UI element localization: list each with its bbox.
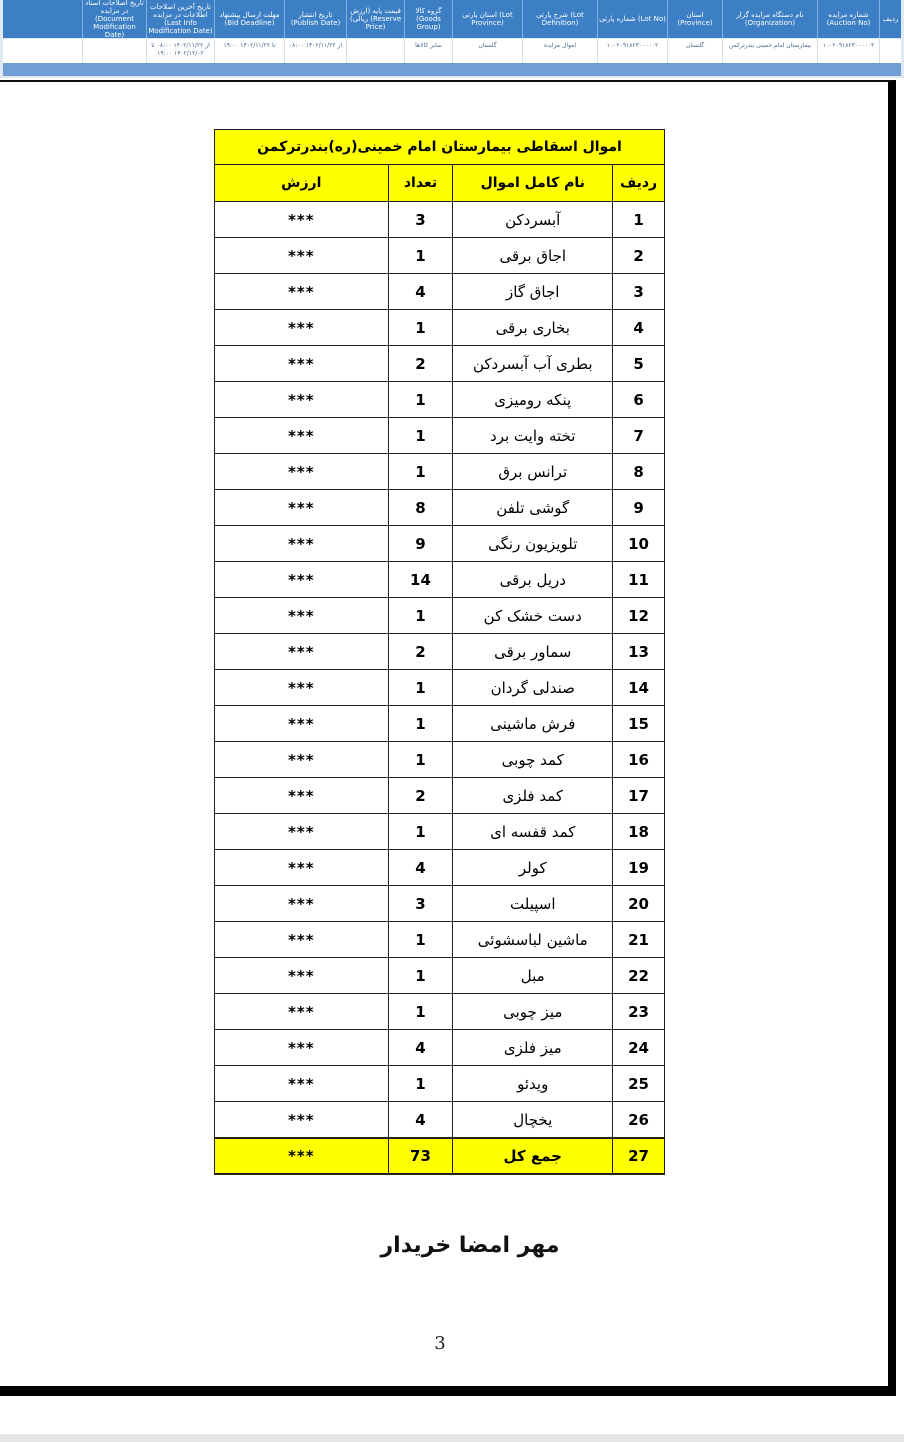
table-row (215, 382, 665, 418)
asset-name-cell: تخته وایت برد (453, 418, 613, 454)
asset-name-cell: دریل برقی (453, 562, 613, 598)
value-cell: *** (215, 850, 389, 886)
row-number-cell: 22 (613, 958, 665, 994)
banner-header-cell: تاریخ انتشار (Publish Date) (284, 0, 346, 38)
row-number-cell: 7 (613, 418, 665, 454)
quantity-cell: 8 (388, 490, 453, 526)
asset-name-cell: کمد چوبی (453, 742, 613, 778)
total-value: *** (215, 1138, 389, 1174)
row-number-cell: 10 (613, 526, 665, 562)
table-row (215, 1030, 665, 1066)
asset-name-cell: صندلی گردان (453, 670, 613, 706)
banner-data-row[interactable] (3, 39, 901, 64)
asset-name-cell: گوشی تلفن (453, 490, 613, 526)
table-row (215, 634, 665, 670)
assets-table (214, 129, 665, 1175)
value-cell: *** (215, 526, 389, 562)
row-number-cell: 23 (613, 994, 665, 1030)
value-cell: *** (215, 742, 389, 778)
banner-data-cell[interactable] (82, 39, 146, 63)
page-shadow-bottom (0, 1386, 896, 1396)
banner-header-cell: شماره پارتی (Lot No) (597, 0, 667, 38)
quantity-cell: 4 (388, 850, 453, 886)
header-row-number: ردیف (613, 165, 665, 202)
asset-name-cell: بخاری برقی (453, 310, 613, 346)
table-row (215, 310, 665, 346)
quantity-cell: 3 (388, 886, 453, 922)
value-cell: *** (215, 1066, 389, 1102)
asset-name-cell: ترانس برق (453, 454, 613, 490)
row-number-cell: 14 (613, 670, 665, 706)
row-number-cell: 16 (613, 742, 665, 778)
row-number-cell: 19 (613, 850, 665, 886)
row-number-cell: 11 (613, 562, 665, 598)
asset-name-cell: فرش ماشینی (453, 706, 613, 742)
total-row-number: 27 (613, 1138, 665, 1174)
asset-name-cell: آبسردکن (453, 202, 613, 238)
quantity-cell: 2 (388, 778, 453, 814)
quantity-cell: 1 (388, 994, 453, 1030)
value-cell: *** (215, 598, 389, 634)
table-row (215, 526, 665, 562)
table-row (215, 742, 665, 778)
row-number-cell: 17 (613, 778, 665, 814)
banner-scroll-strip (3, 63, 901, 76)
value-cell: *** (215, 706, 389, 742)
banner-header-cell: تاریخ اصلاحات اسناد در مزایده (Document Modification Date) (82, 0, 146, 38)
asset-name-cell: تلویزیون رنگی (453, 526, 613, 562)
asset-name-cell: ویدئو (453, 1066, 613, 1102)
banner-data-cell[interactable]: از ۱۴۰۲/۱۱/۲۲ ۰۸:۰۰ تا ۱۴۰۲/۱۲/۰۲ ۱۹:۰۰ (146, 39, 214, 63)
header-value: ارزش (215, 165, 389, 202)
banner-header-cell: ردیف (879, 0, 901, 38)
row-number-cell: 1 (613, 202, 665, 238)
quantity-cell: 1 (388, 742, 453, 778)
banner-data-cell[interactable] (879, 39, 901, 63)
asset-name-cell: کولر (453, 850, 613, 886)
total-quantity: 73 (388, 1138, 453, 1174)
banner-data-cell[interactable]: گلستان (452, 39, 522, 63)
table-title: اموال اسقاطی بیمارستان امام خمینی(ره)بندرترکمن (215, 130, 665, 165)
banner-data-cell[interactable]: تا ۱۴۰۲/۱۱/۲۲ ۱۹:۰۰ (214, 39, 284, 63)
quantity-cell: 1 (388, 1066, 453, 1102)
quantity-cell: 1 (388, 922, 453, 958)
quantity-cell: 1 (388, 238, 453, 274)
value-cell: *** (215, 1102, 389, 1139)
banner-header-cell: گروه کالا (Goods Group) (404, 0, 452, 38)
quantity-cell: 1 (388, 598, 453, 634)
quantity-cell: 1 (388, 382, 453, 418)
row-number-cell: 5 (613, 346, 665, 382)
quantity-cell: 14 (388, 562, 453, 598)
table-row (215, 346, 665, 382)
asset-name-cell: پنکه رومیزی (453, 382, 613, 418)
table-row (215, 490, 665, 526)
row-number-cell: 21 (613, 922, 665, 958)
quantity-cell: 4 (388, 274, 453, 310)
header-quantity: تعداد (388, 165, 453, 202)
value-cell: *** (215, 274, 389, 310)
quantity-cell: 1 (388, 814, 453, 850)
asset-name-cell: میز فلزی (453, 1030, 613, 1066)
quantity-cell: 1 (388, 670, 453, 706)
row-number-cell: 24 (613, 1030, 665, 1066)
asset-name-cell: مبل (453, 958, 613, 994)
banner-data-cell[interactable]: از ۱۴۰۲/۱۱/۲۲ ۰۸:۰۰ (284, 39, 346, 63)
asset-name-cell: ماشین لباسشوئی (453, 922, 613, 958)
asset-name-cell: سماور برقی (453, 634, 613, 670)
buyer-signature-label: مهر امضا خریدار (380, 1233, 560, 1258)
row-number-cell: 13 (613, 634, 665, 670)
value-cell: *** (215, 202, 389, 238)
row-number-cell: 6 (613, 382, 665, 418)
assets-table-body (215, 202, 665, 1139)
row-number-cell: 3 (613, 274, 665, 310)
asset-name-cell: یخچال (453, 1102, 613, 1139)
asset-name-cell: بطری آب آبسردکن (453, 346, 613, 382)
value-cell: *** (215, 886, 389, 922)
banner-header-cell: قیمت پایه (ارزش ریالی) (Reserve Price) (346, 0, 404, 38)
table-row (215, 886, 665, 922)
value-cell: *** (215, 634, 389, 670)
quantity-cell: 9 (388, 526, 453, 562)
asset-name-cell: دست خشک کن (453, 598, 613, 634)
table-row (215, 778, 665, 814)
quantity-cell: 1 (388, 310, 453, 346)
banner-data-cell[interactable] (346, 39, 404, 63)
table-row (215, 598, 665, 634)
banner-data-cell[interactable]: اموال مزایده (522, 39, 597, 63)
quantity-cell: 1 (388, 454, 453, 490)
table-row (215, 418, 665, 454)
table-row (215, 850, 665, 886)
banner-header-cell: استان (Province) (667, 0, 722, 38)
quantity-cell: 4 (388, 1030, 453, 1066)
header-asset-name: نام کامل اموال (453, 165, 613, 202)
row-number-cell: 20 (613, 886, 665, 922)
table-row (215, 454, 665, 490)
banner-header-cell: شرح پارتی (Lot Definition) (522, 0, 597, 38)
page-number: 3 (434, 1333, 446, 1354)
value-cell: *** (215, 238, 389, 274)
table-row (215, 274, 665, 310)
banner-data-cell[interactable]: ۱۰۰۲۰۹۱۸۲۳۰۰۰۰۰۳ (817, 39, 879, 63)
footer-band (0, 1434, 904, 1442)
quantity-cell: 1 (388, 418, 453, 454)
table-row (215, 562, 665, 598)
quantity-cell: 2 (388, 634, 453, 670)
asset-name-cell: اجاق گاز (453, 274, 613, 310)
banner-header-row (3, 0, 901, 38)
table-row (215, 202, 665, 238)
quantity-cell: 4 (388, 1102, 453, 1139)
banner-header-cell: استان پارتی (Lot Province) (452, 0, 522, 38)
value-cell: *** (215, 670, 389, 706)
quantity-cell: 3 (388, 202, 453, 238)
value-cell: *** (215, 1030, 389, 1066)
row-number-cell: 4 (613, 310, 665, 346)
total-row (215, 1138, 665, 1174)
value-cell: *** (215, 994, 389, 1030)
value-cell: *** (215, 778, 389, 814)
asset-name-cell: کمد فلزی (453, 778, 613, 814)
value-cell: *** (215, 490, 389, 526)
quantity-cell: 1 (388, 958, 453, 994)
banner-data-cell[interactable]: ۱۰۰۲۰۹۱۸۲۳۰۰۰۰۰۲ (597, 39, 667, 63)
banner-header-cell: نام دستگاه مزایده گزار (Organization) (722, 0, 817, 38)
value-cell: *** (215, 418, 389, 454)
asset-name-cell: میز چوبی (453, 994, 613, 1030)
table-row (215, 238, 665, 274)
asset-name-cell: کمد قفسه ای (453, 814, 613, 850)
row-number-cell: 12 (613, 598, 665, 634)
banner-header-cell: تاریخ آخرین اصلاحات اطلاعات در مزایده (Last Info Modification Date) (146, 0, 214, 38)
row-number-cell: 9 (613, 490, 665, 526)
value-cell: *** (215, 310, 389, 346)
table-row (215, 706, 665, 742)
table-row (215, 922, 665, 958)
banner-data-cell[interactable]: گلستان (667, 39, 722, 63)
quantity-cell: 1 (388, 706, 453, 742)
value-cell: *** (215, 922, 389, 958)
asset-name-cell: اجاق برقی (453, 238, 613, 274)
value-cell: *** (215, 382, 389, 418)
banner-header-cell: شماره مزایده (Auction No) (817, 0, 879, 38)
row-number-cell: 26 (613, 1102, 665, 1139)
row-number-cell: 18 (613, 814, 665, 850)
row-number-cell: 8 (613, 454, 665, 490)
value-cell: *** (215, 814, 389, 850)
banner-data-cell[interactable]: سایر کالاها (404, 39, 452, 63)
table-row (215, 958, 665, 994)
table-row (215, 814, 665, 850)
row-number-cell: 15 (613, 706, 665, 742)
row-number-cell: 2 (613, 238, 665, 274)
value-cell: *** (215, 454, 389, 490)
value-cell: *** (215, 958, 389, 994)
row-number-cell: 25 (613, 1066, 665, 1102)
auction-banner (0, 0, 904, 78)
table-row (215, 1102, 665, 1139)
table-row (215, 670, 665, 706)
value-cell: *** (215, 346, 389, 382)
asset-name-cell: اسپیلت (453, 886, 613, 922)
quantity-cell: 2 (388, 346, 453, 382)
table-row (215, 994, 665, 1030)
banner-header-cell: مهلت ارسال پیشنهاد (Bid Deadline) (214, 0, 284, 38)
banner-data-cell[interactable]: بیمارستان امام خمینی بندرترکمن (722, 39, 817, 63)
value-cell: *** (215, 562, 389, 598)
total-label: جمع کل (453, 1138, 613, 1174)
table-row (215, 1066, 665, 1102)
